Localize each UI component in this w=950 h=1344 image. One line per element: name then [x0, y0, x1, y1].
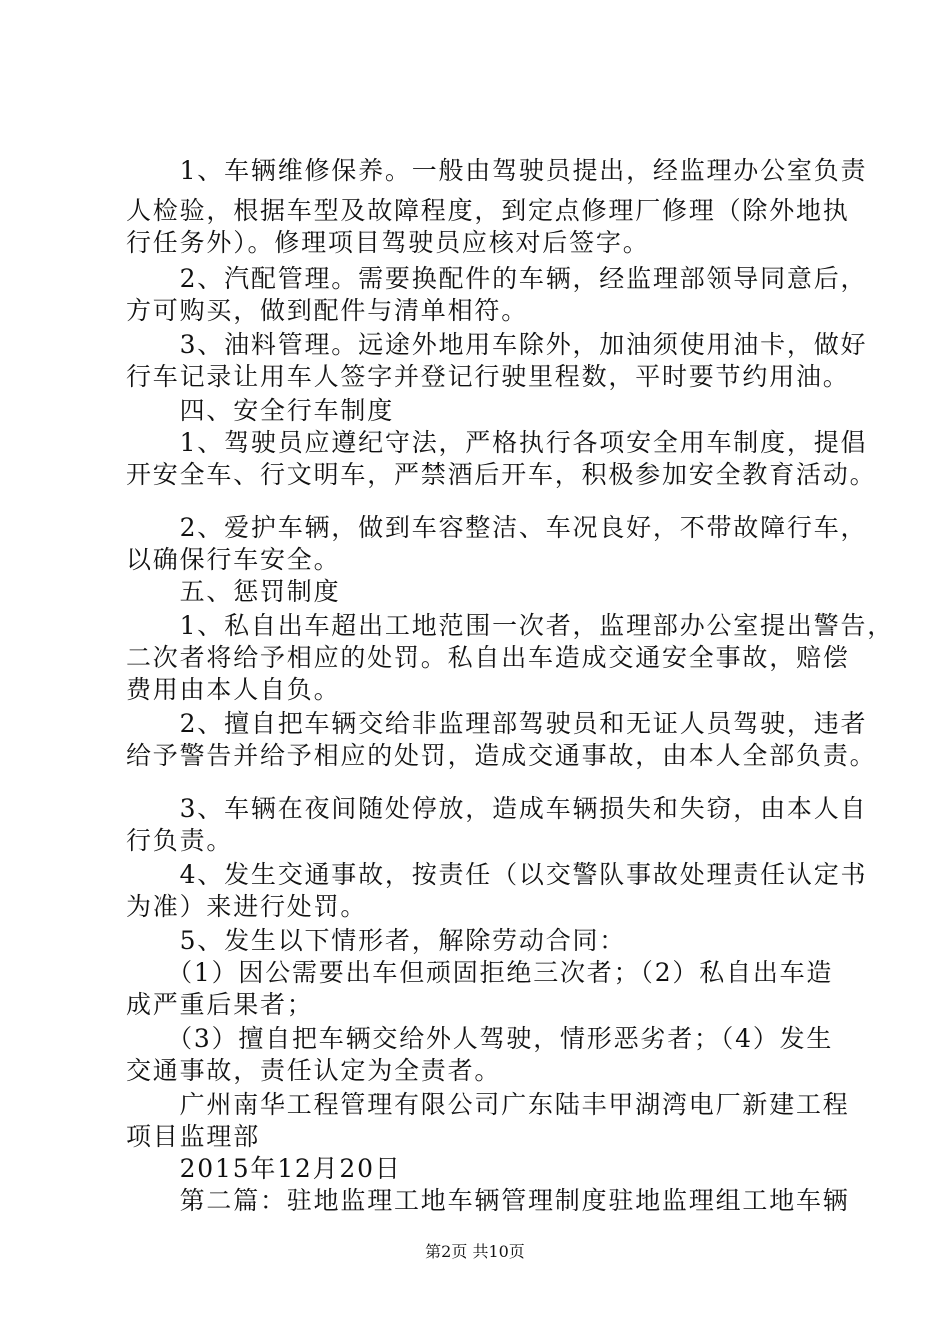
text-line: 1、私自出车超出工地范围一次者，监理部办公室提出警告， [126, 611, 895, 640]
signature-organization: 项目监理部 [126, 1122, 261, 1151]
text-line: 二次者将给予相应的处罚。私自出车造成交通安全事故，赔偿 [126, 643, 850, 672]
text-line: 交通事故，责任认定为全责者。 [126, 1056, 502, 1085]
text-line: 1、驾驶员应遵纪守法，严格执行各项安全用车制度，提倡 [126, 428, 868, 457]
text-line: 以确保行车安全。 [126, 545, 341, 574]
text-line: 成严重后果者； [126, 990, 314, 1019]
text-line: 方可购买，做到配件与清单相符。 [126, 296, 529, 325]
text-line: 费用由本人自负。 [126, 675, 341, 704]
text-line: 行车记录让用车人签字并登记行驶里程数，平时要节约用油。 [126, 362, 850, 391]
text-line: 1、车辆维修保养。一般由驾驶员提出，经监理办公室负责 [126, 156, 868, 185]
signature-organization: 广州南华工程管理有限公司广东陆丰甲湖湾电厂新建工程 [126, 1090, 850, 1119]
page-footer: 第2页 共10页 [425, 1242, 525, 1261]
section-heading: 四、安全行车制度 [126, 396, 395, 425]
text-line: 为准）来进行处罚。 [126, 892, 368, 921]
signature-date: 2015年12月20日 [126, 1154, 402, 1183]
text-line: 4、发生交通事故，按责任（以交警队事故处理责任认定书 [126, 860, 868, 889]
text-line: 人检验，根据车型及故障程度，到定点修理厂修理（除外地执 [126, 196, 850, 225]
text-line: 第二篇：驻地监理工地车辆管理制度驻地监理组工地车辆 [126, 1186, 850, 1215]
text-line: 2、爱护车辆，做到车容整洁、车况良好，不带故障行车， [126, 513, 868, 542]
text-line: 3、油料管理。远途外地用车除外，加油须使用油卡，做好 [126, 330, 868, 359]
text-line: 行任务外）。修理项目驾驶员应核对后签字。 [126, 228, 650, 257]
text-line: 2、擅自把车辆交给非监理部驾驶员和无证人员驾驶，违者 [126, 709, 868, 738]
text-line: 2、汽配管理。需要换配件的车辆，经监理部领导同意后， [126, 264, 868, 293]
text-line: 行负责。 [126, 826, 234, 855]
section-heading: 五、惩罚制度 [126, 577, 341, 606]
text-line: （1）因公需要出车但顽固拒绝三次者；（2）私自出车造 [126, 958, 834, 987]
text-line: 5、发生以下情形者，解除劳动合同： [126, 926, 627, 955]
text-line: 3、车辆在夜间随处停放，造成车辆损失和失窃，由本人自 [126, 794, 868, 823]
text-line: 给予警告并给予相应的处罚，造成交通事故，由本人全部负责。 [126, 741, 877, 770]
text-line: 开安全车、行文明车，严禁酒后开车，积极参加安全教育活动。 [126, 460, 877, 489]
text-line: （3）擅自把车辆交给外人驾驶，情形恶劣者；（4）发生 [126, 1024, 834, 1053]
